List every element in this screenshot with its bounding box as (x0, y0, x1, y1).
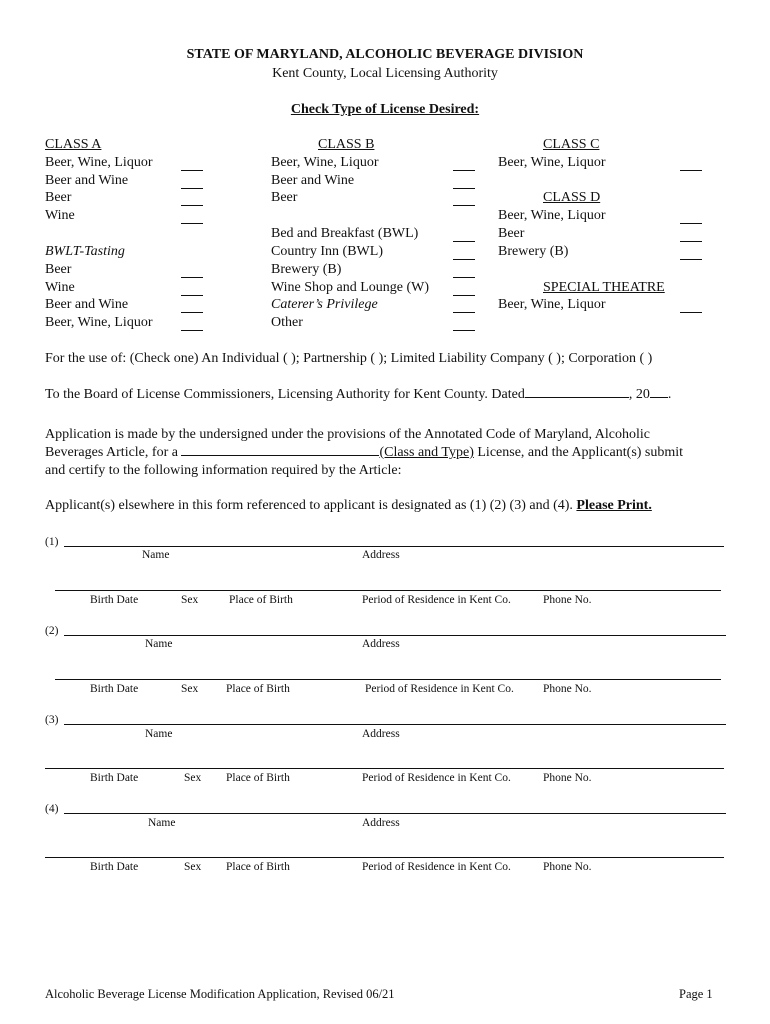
special-theatre-checkbox-blank[interactable] (680, 302, 702, 313)
name-address-line[interactable] (64, 546, 724, 547)
place-of-birth-label: Place of Birth (229, 594, 293, 606)
class-b-checkbox-blank[interactable] (453, 231, 475, 242)
details-line[interactable] (55, 590, 721, 591)
details-line[interactable] (45, 857, 724, 858)
bwlt-checkbox-blank[interactable] (181, 320, 203, 331)
birth-date-label: Birth Date (90, 772, 139, 784)
class-d-item: Beer, Wine, Liquor (498, 208, 606, 223)
address-label: Address (362, 638, 400, 650)
application-text-a: Beverages Article, for a (45, 445, 182, 460)
class-d-checkbox-blank[interactable] (680, 213, 702, 224)
application-line-3: and certify to the following information required by the Article: (45, 463, 402, 478)
board-period: . (667, 387, 672, 402)
sex-label: Sex (184, 772, 202, 784)
birth-date-label: Birth Date (90, 683, 139, 695)
check-type-heading: Check Type of License Desired: (290, 102, 480, 117)
class-and-type-label: (Class and Type) (379, 445, 474, 460)
class-c-item: Beer, Wine, Liquor (498, 155, 606, 170)
applicant-number: (3) (45, 714, 59, 726)
class-a-checkbox-blank[interactable] (181, 178, 203, 189)
name-address-line[interactable] (64, 635, 726, 636)
birth-date-label: Birth Date (90, 861, 139, 873)
application-line-2 (45, 445, 683, 461)
class-b-item: Wine Shop and Lounge (W) (271, 280, 430, 295)
class-b-item: Bed and Breakfast (BWL) (271, 226, 419, 241)
sex-label: Sex (181, 683, 199, 695)
class-b-heading: CLASS B (318, 137, 375, 152)
class-d-item: Beer (498, 226, 525, 241)
bwlt-checkbox-blank[interactable] (181, 285, 203, 296)
class-a-item: Wine (45, 208, 75, 223)
special-theatre-heading: SPECIAL THEATRE (543, 280, 665, 295)
application-line-1: Application is made by the undersigned under the provisions of the Annotated Code of Maryland, Alcoholic (45, 427, 650, 442)
board-line (45, 387, 671, 403)
phone-label: Phone No. (543, 683, 592, 695)
name-address-line[interactable] (64, 813, 726, 814)
period-of-residence-label: Period of Residence in Kent Co. (362, 594, 511, 606)
class-b-checkbox-blank[interactable] (453, 249, 475, 260)
class-c-heading: CLASS C (543, 137, 600, 152)
class-d-checkbox-blank[interactable] (680, 231, 702, 242)
address-label: Address (362, 728, 400, 740)
class-a-item: Beer (45, 190, 72, 205)
applicant-number: (1) (45, 536, 59, 548)
page-number: Page 1 (679, 987, 713, 1001)
class-b-checkbox-blank[interactable] (453, 195, 475, 206)
name-label: Name (145, 638, 173, 650)
applicant-number: (4) (45, 803, 59, 815)
class-d-item: Brewery (B) (498, 244, 569, 259)
class-b-item: Country Inn (BWL) (271, 244, 383, 259)
address-label: Address (362, 549, 400, 561)
class-and-type-field[interactable] (181, 445, 379, 456)
class-a-checkbox-blank[interactable] (181, 213, 203, 224)
address-label: Address (362, 817, 400, 829)
phone-label: Phone No. (543, 594, 592, 606)
period-of-residence-label: Period of Residence in Kent Co. (362, 861, 511, 873)
page-title: STATE OF MARYLAND, ALCOHOLIC BEVERAGE DIVISION (186, 47, 584, 62)
bwlt-checkbox-blank[interactable] (181, 267, 203, 278)
details-line[interactable] (55, 679, 721, 680)
class-b-checkbox-blank[interactable] (453, 178, 475, 189)
class-b-item: Beer (271, 190, 298, 205)
entity-type-line[interactable]: For the use of: (Check one) An Individual ( ); Partnership ( ); Limited Liability Company ( ); Corporation ( ) (45, 351, 653, 366)
place-of-birth-label: Place of Birth (226, 772, 290, 784)
class-b-checkbox-blank[interactable] (453, 160, 475, 171)
sex-label: Sex (184, 861, 202, 873)
bwlt-item: Beer and Wine (45, 297, 129, 312)
name-label: Name (142, 549, 170, 561)
class-b-item: Beer and Wine (271, 173, 355, 188)
bwlt-item: Beer, Wine, Liquor (45, 315, 153, 330)
dated-field[interactable] (525, 387, 629, 398)
class-a-item: Beer and Wine (45, 173, 129, 188)
class-b-checkbox-blank[interactable] (453, 302, 475, 313)
year-prefix: , 20 (628, 387, 650, 402)
class-c-checkbox-blank[interactable] (680, 160, 702, 171)
applicant-number: (2) (45, 625, 59, 637)
class-b-item: Beer, Wine, Liquor (271, 155, 379, 170)
bwlt-item: Beer (45, 262, 72, 277)
application-text-c: License, and the Applicant(s) submit (473, 445, 684, 460)
class-a-checkbox-blank[interactable] (181, 160, 203, 171)
birth-date-label: Birth Date (90, 594, 139, 606)
designated-text: Applicant(s) elsewhere in this form referenced to applicant is designated as (1) (2) (3) and (4). (45, 498, 577, 513)
class-b-checkbox-blank[interactable] (453, 267, 475, 278)
name-label: Name (148, 817, 176, 829)
class-a-item: Beer, Wine, Liquor (45, 155, 153, 170)
sex-label: Sex (181, 594, 199, 606)
period-of-residence-label: Period of Residence in Kent Co. (362, 772, 511, 784)
class-b-checkbox-blank[interactable] (453, 320, 475, 331)
page-subtitle: Kent County, Local Licensing Authority (272, 66, 498, 81)
class-a-heading: CLASS A (45, 137, 102, 152)
details-line[interactable] (45, 768, 724, 769)
class-d-checkbox-blank[interactable] (680, 249, 702, 260)
name-label: Name (145, 728, 173, 740)
footer-form-title: Alcoholic Beverage License Modification Application, Revised 06/21 (45, 987, 395, 1001)
designated-line (45, 498, 652, 514)
year-field[interactable] (650, 387, 668, 398)
class-b-item: Brewery (B) (271, 262, 342, 277)
special-theatre-item: Beer, Wine, Liquor (498, 297, 606, 312)
please-print: Please Print. (576, 498, 652, 513)
bwlt-checkbox-blank[interactable] (181, 302, 203, 313)
class-d-heading: CLASS D (543, 190, 601, 205)
name-address-line[interactable] (64, 724, 726, 725)
bwlt-heading: BWLT-Tasting (45, 244, 125, 259)
bwlt-item: Wine (45, 280, 75, 295)
class-b-item: Other (271, 315, 303, 330)
phone-label: Phone No. (543, 772, 592, 784)
class-b-checkbox-blank[interactable] (453, 285, 475, 296)
place-of-birth-label: Place of Birth (226, 861, 290, 873)
place-of-birth-label: Place of Birth (226, 683, 290, 695)
phone-label: Phone No. (543, 861, 592, 873)
class-b-item: Caterer’s Privilege (271, 297, 378, 312)
class-a-checkbox-blank[interactable] (181, 195, 203, 206)
period-of-residence-label: Period of Residence in Kent Co. (365, 683, 514, 695)
board-text: To the Board of License Commissioners, Licensing Authority for Kent County. Dated (45, 387, 525, 402)
